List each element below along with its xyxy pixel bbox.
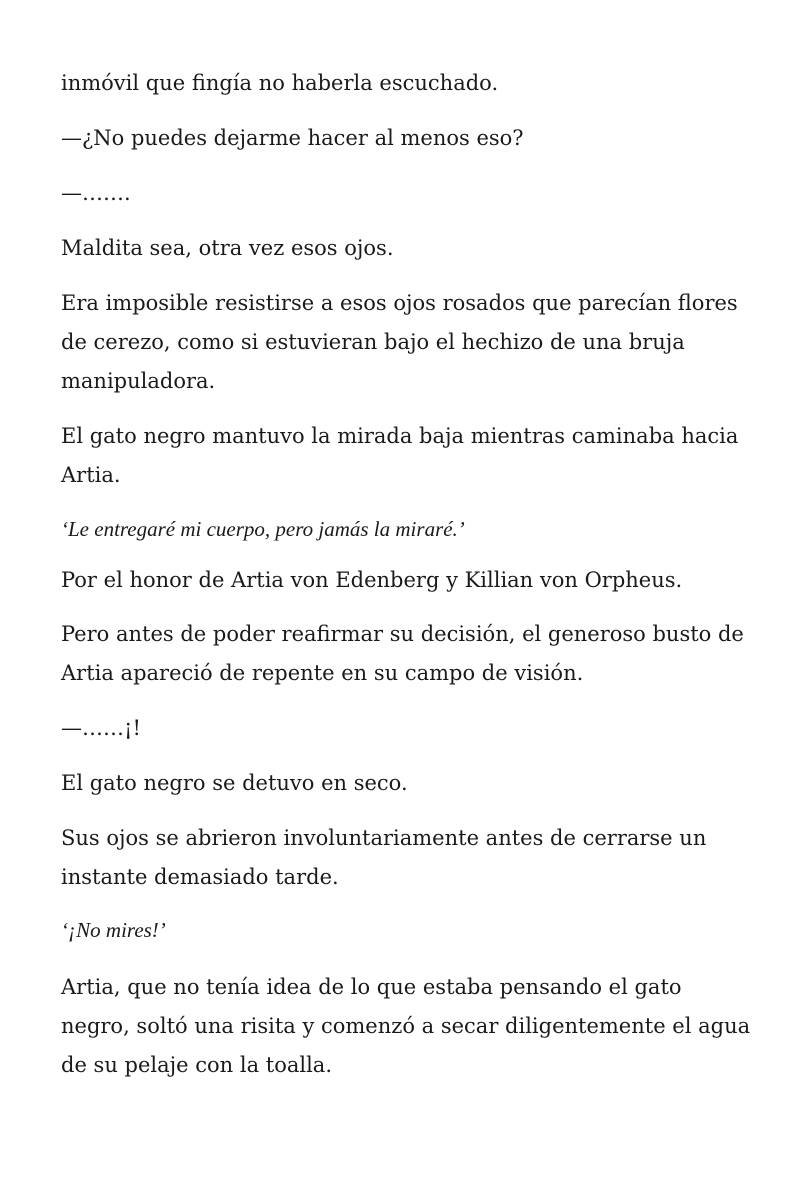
- paragraph: Sus ojos se abrieron involuntariamente antes de cerrarse un instante demasiado tarde.: [61, 826, 707, 889]
- inner-thought: ‘¡No mires!’: [61, 918, 166, 942]
- paragraph: Por el honor de Artia von Edenberg y Killian von Orpheus.: [61, 568, 683, 592]
- paragraph: Pero antes de poder reafirmar su decisión, el generoso busto de Artia apareció de repente en su campo de visión.: [61, 622, 744, 685]
- paragraph: Era imposible resistirse a esos ojos rosados que parecían flores de cerezo, como si estuvieran bajo el hechizo de una bruja manipuladora.: [61, 291, 738, 393]
- inner-thought: ‘Le entregaré mi cuerpo, pero jamás la miraré.’: [61, 517, 465, 541]
- paragraph: Artia, que no tenía idea de lo que estaba pensando el gato negro, soltó una risita y comenzó a secar diligentemente el agua de su pelaje con la toalla.: [61, 975, 751, 1077]
- dialogue-line: —…….: [61, 181, 131, 205]
- dialogue-line: —……¡!: [61, 716, 141, 740]
- paragraph: El gato negro se detuvo en seco.: [61, 771, 408, 795]
- paragraph: El gato negro mantuvo la mirada baja mientras caminaba hacia Artia.: [61, 424, 739, 487]
- paragraph: Maldita sea, otra vez esos ojos.: [61, 236, 394, 260]
- dialogue-line: —¿No puedes dejarme hacer al menos eso?: [61, 126, 524, 150]
- paragraph: inmóvil que fingía no haberla escuchado.: [61, 71, 499, 95]
